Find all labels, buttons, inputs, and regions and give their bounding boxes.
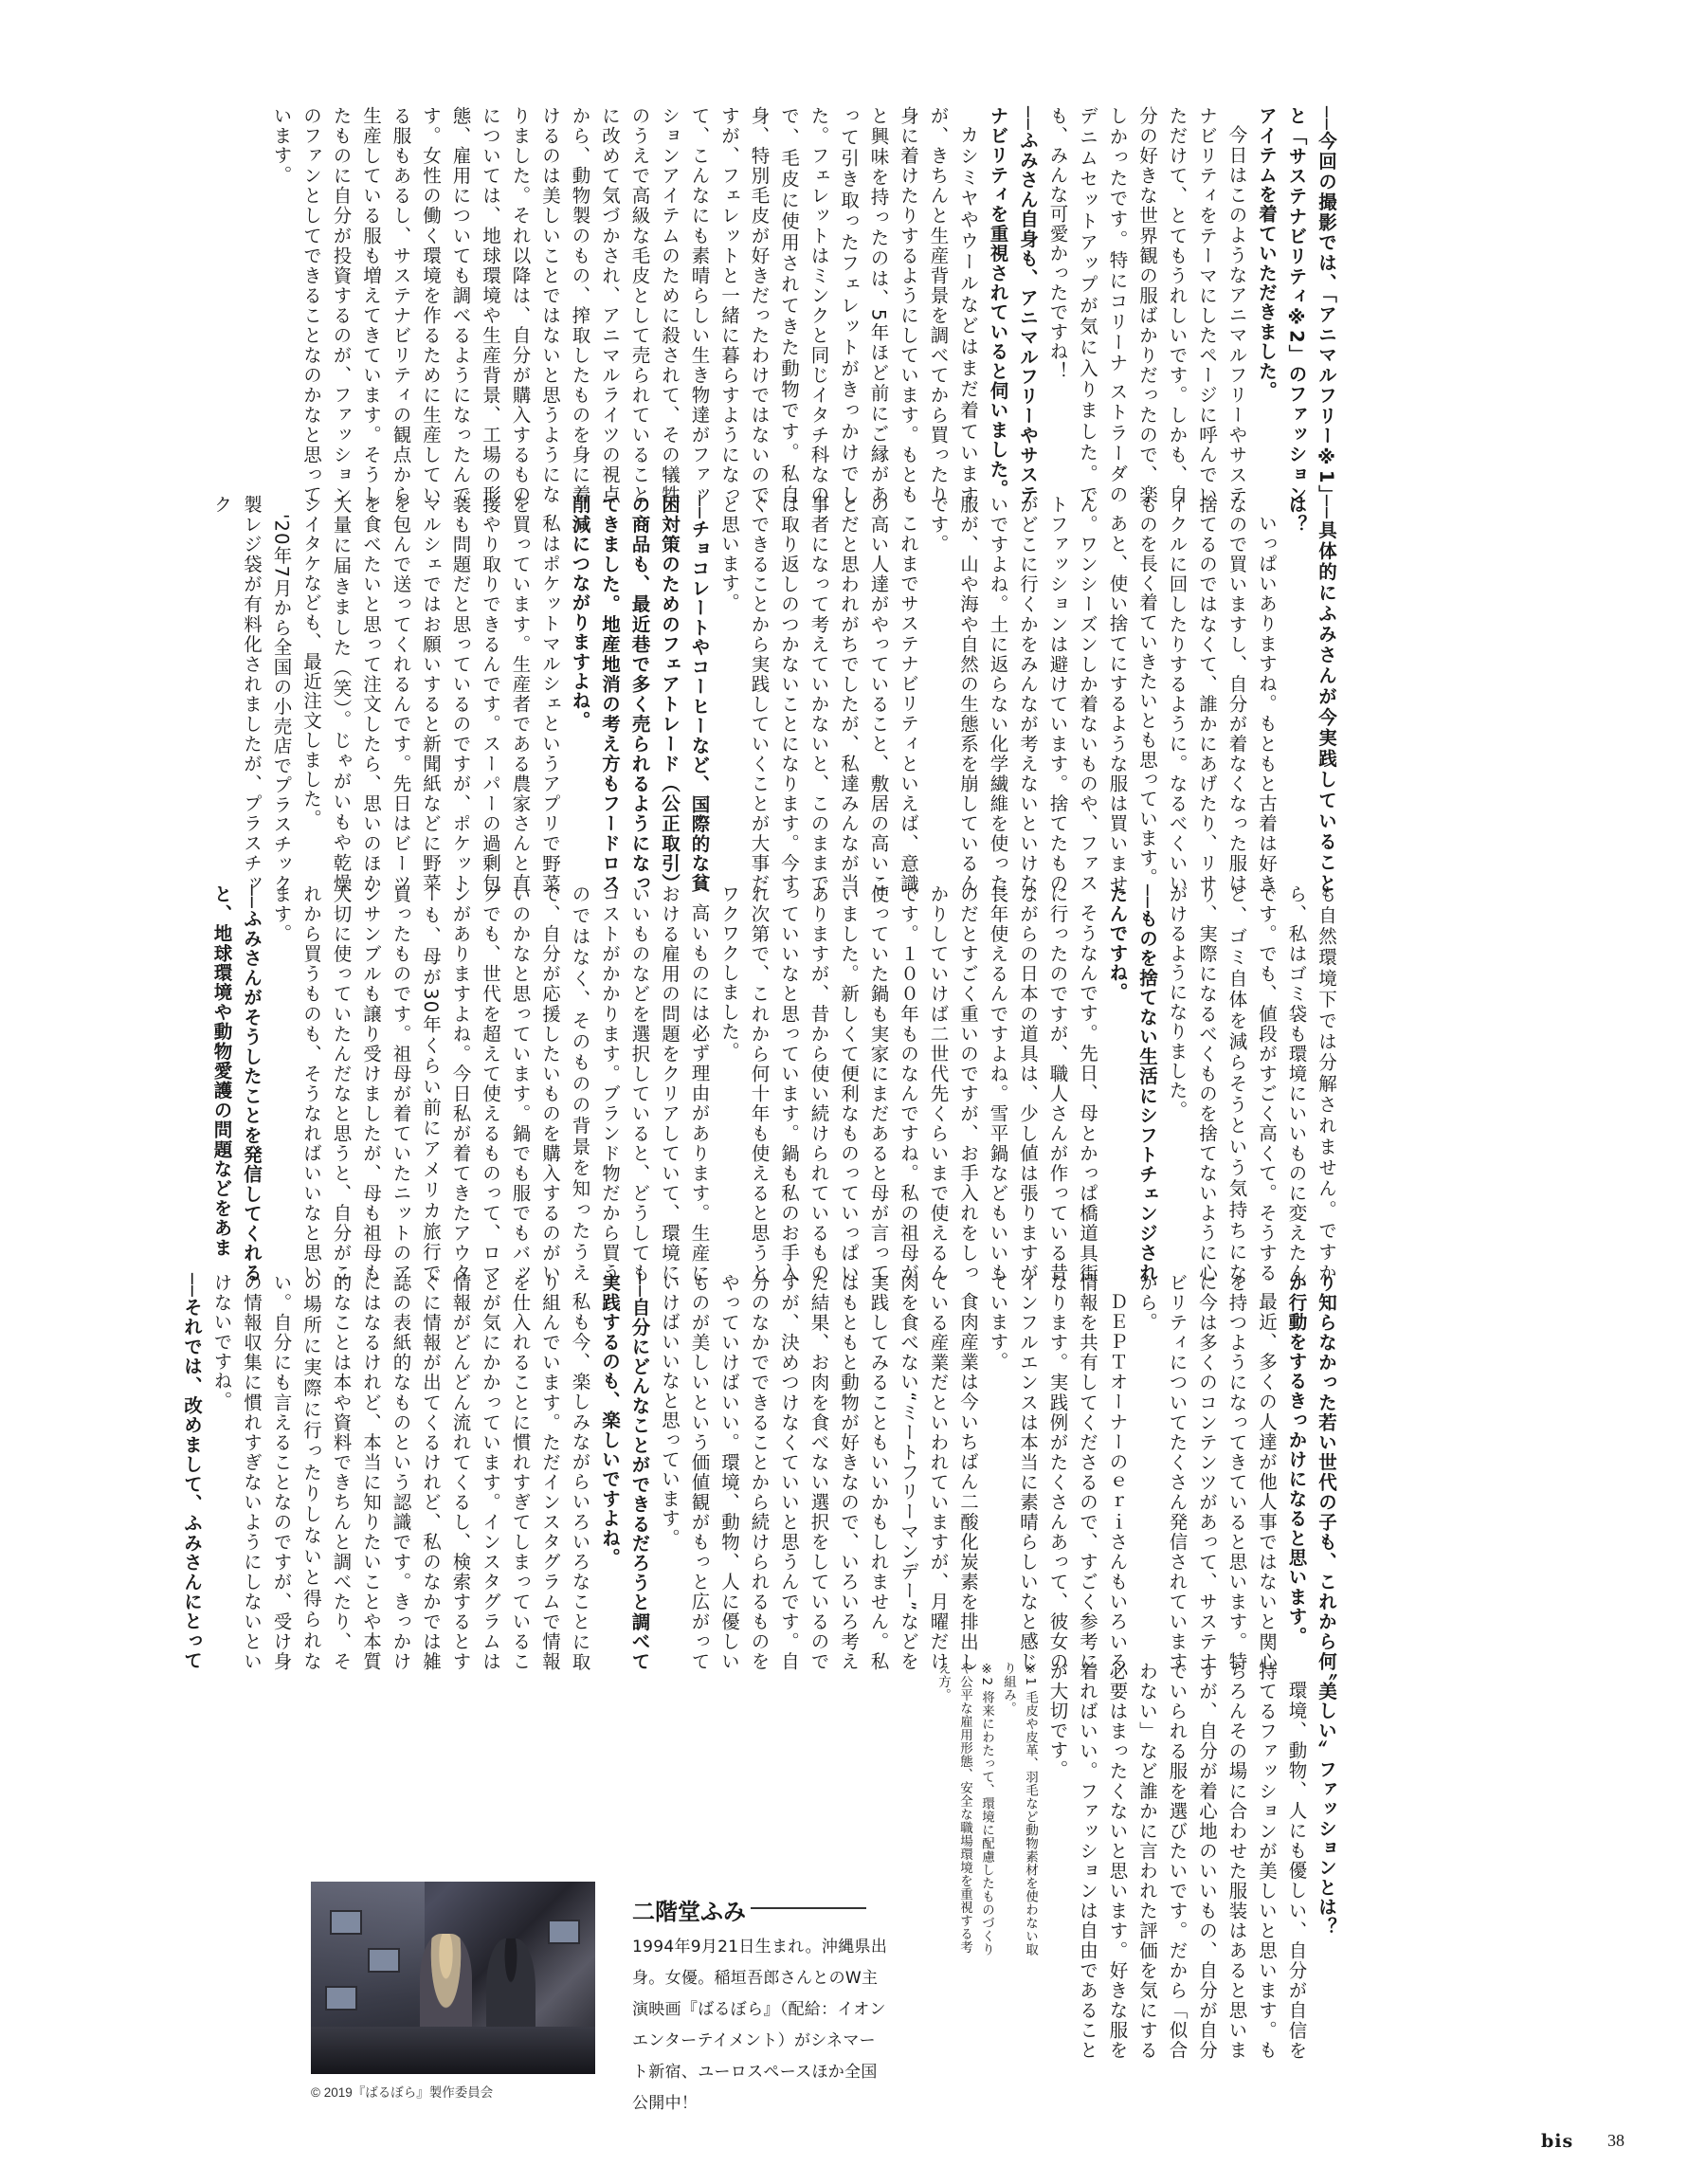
answer-paragraph: 私はポケットマルシェというアプリで野菜を買っています。生産者である農家さんと直接やり取りできるんです。スーパーの過剰包装も問題だと思っているのですが、ポケットマルシェではお願いすると新聞紙などに野菜を包んで送ってくれるんです。先日はビーツを食べたいと思って注文したら、思いのほか大量に届きました（笑）。じゃがいもや乾燥シイタケなども、最近注文しました。 <box>300 495 561 893</box>
article-column-1 <box>270 106 1341 504</box>
profile-name: 二階堂ふみ <box>632 1899 746 1925</box>
answer-paragraph: も自然環境下では分解されません。ですから、私はゴミ袋も環境にいいものに変えたんです。でも、値段がすごく高くて。そうすると、ゴミ自体を減らそうという気持ちになり、実際になるべくものを捨てないように心がけるようになりました。 <box>1166 884 1337 1283</box>
answer-paragraph: 今日はこのようなアニマルフリーやサステナビリティをテーマにしたページに呼んでいただけて、とてもうれしいです。しかも、自分の好きな世界観の服ばかりだったので、楽しかったです。特にコリーナ ストラーダのデニムセットアップが気に入りました。でも、みんな可愛かったですね！ <box>1046 106 1248 504</box>
article-column-4 <box>181 1273 1341 1671</box>
question-paragraph: 〝美しい〟ファッションとは？ <box>1316 1662 1337 1937</box>
question-paragraph: ──自分にどんなことができるだろうと調べて実践するのも、楽しいですよね。 <box>599 1273 651 1671</box>
question-paragraph: り知らなかった若い世代の子も、これから何か行動をするきっかけになると思います。 <box>1285 1273 1337 1671</box>
article-column-3 <box>210 884 1341 1283</box>
page-number: 38 <box>1607 2131 1624 2150</box>
answer-paragraph: カシミヤやウールなどはまだ着ていますが、きちんと生産背景を調べてから買ったり身に着けたりするようにしています。もともと興味を持ったのは、5年ほど前にご縁があって引き取ったフェレットがきっかけでした。フェレットはミンクと同じイタチ科なので、毛皮に使用されてきた動物です。私自身、特別毛皮が好きだったわけではないのですが、フェレットと一緒に暮らすようになって、こんなにも素晴らしい生き物達がファッションアイテムのために殺されて、その犠牲のうえで高級な毛皮として売られていることに改めて気づかされ、アニマルライツの視点から、動物製のもの、搾取したものを身に着けるのは美しいことではないと思うようになりました。それ以降は、自分が購入するものについては、地球環境や生産背景、工場の形態、雇用についても調べるようになったんです。女性の働く環境を作るために生産している服もあるし、サステナビリティの観点から生産している服も増えてきています。そうしたものに自分が投資するのが、ファッションのファンとしてできることなのかなと思っています。 <box>270 106 979 504</box>
answer-paragraph: '20年7月から全国の小売店でプラスチック製レジ袋が有料化されましたが、プラスチック <box>210 495 293 893</box>
answer-paragraph: そうなんです。先日、母とかっぱ橋道具街に行ったのですが、職人さんが作っている昔ながらの日本の道具は、少し値は張りますが長年使えるんですよね。雪平鍋などもいいものだとすごく重いのですが、お手入れをしっかりしていけば二世代先くらいまで使えるんです。１００年ものなんですね。私の祖母が使っていた鍋も実家にまだあると母が言っていました。新しくて便利なものっていっぱいありますが、昔から使い続けられているものっていいなと思っています。鍋も私のお手入れ次第で、これから何十年も使えると思うとワクワクしました。 <box>718 884 1098 1283</box>
footnotes <box>935 1662 1041 1965</box>
article-column-2 <box>210 495 1341 893</box>
answer-paragraph: これまでサステナビリティといえば、意識の高い人達がやっていること、敷居の高いことだと思われがちでしたが、私達みんなが当事者になって考えていかないと、このままでは取り返しのつかないことになります。今すぐできることから実践していくことが大事だと思います。 <box>718 495 919 893</box>
photo-credit: © 2019『ばるぼら』製作委員会 <box>311 2085 494 2100</box>
answer-paragraph: 環境、動物、人にも優しい、自分が自信を持てるファッションが美しいと思います。もちろんその場に合わせた服装はあると思いますが、自分が着心地のいいもの、自分が自分でいられる服を選びたいです。だから「似合わない」など誰かに言われた評価を気にする必要はまったくないと思います。好きな服を着ればいい。ファッションは自由であることが大切です。 <box>1046 1662 1308 2060</box>
question-paragraph: ──ふみさん自身も、アニマルフリーやサステナビリティを重視されていると伺いました。 <box>987 106 1039 504</box>
name-rule <box>751 1907 866 1909</box>
answer-paragraph: 最近、多くの人達が他人事ではないと関心を持つようになってきていると思います。特に今は多くのコンテンツがあって、サステナビリティについてたくさん発信されていますから。 <box>1136 1273 1278 1671</box>
answer-paragraph: いっぱいありますね。もともと古着は好きなので買いますし、自分が着なくなった服は捨てるのではなくて、誰かにあげたり、リサイクルに回したりするように。なるべくいいものを長く着ていきたいとも思っています。 <box>1136 495 1278 893</box>
profile-bio: 1994年9月21日生まれ。沖縄県出身。女優。稲垣吾郎さんとのW主演映画『ばるぼら』（配給：イオンエンターテイメント）がシネマート新宿、ユーロスペースほか全国公開中！ <box>632 1938 888 2113</box>
answer-paragraph: 高いものには必ず理由があります。生産における雇用の問題をクリアしていて、環境にいいものなどを選択していると、どうしてもコストがかかります。ブランド物だから買うのではなく、そのものの背景を知ったうえで、自分が応援したいものを購入するのがいいのかなと思っています。鍋でも服でもバッグでも、世代を超えて使えるものって、ロマンがありますよね。今日私が着てきたアウターも、母が30年くらい前にアメリカ旅行で買ったものです。祖母が着ていたニットのアンサンブルも譲り受けましたが、母も祖母も大切に使っていたんだなと思うと、自分がこれから買うものも、そうなればいいなと思います。 <box>270 884 711 1283</box>
answer-paragraph: あと、使い捨てにするような服は買いません。ワンシーズンしか着ないものや、ファストファッションは避けています。捨てたものがどこに行くかをみんなが考えないといけないですよね。土に返らない化学繊維を使った服が、山や海や自然の生態系を崩しているんです。 <box>927 495 1129 893</box>
answer-paragraph: ＤＥＰＴオーナーのｅｒｉさんもいろいろ情報を共有してくださるので、すごく参考になります。実践例がたくさんあって、彼女のインフルエンスは本当に素晴らしいなと感じています。 <box>987 1273 1129 1671</box>
question-paragraph: ──具体的にふみさんが今実践していることは？ <box>1285 495 1337 893</box>
footnote-1: ※1 毛皮や皮革、羽毛など動物素材を使わない取り組み。 <box>1001 1662 1038 1956</box>
question-paragraph: ──それでは、改めまして、ふみさんにとって <box>181 1273 203 1671</box>
question-paragraph: ──今回の撮影では、「アニマルフリー※1」と「サステナビリティ※2」のファッションアイテムを着ていただきました。 <box>1256 106 1337 504</box>
magazine-logo: bis <box>1541 2131 1574 2152</box>
article-column-5 <box>1043 1662 1341 2060</box>
profile-photo <box>311 1882 595 2074</box>
answer-paragraph: 食肉産業は今いちばん二酸化炭素を排出している産業だといわれていますが、月曜だけ肉を食べない“ミートフリーマンデー”などを実践してみることもいいかもしれません。私はもともと動物が好きなので、いろいろ考えた結果、お肉を食べない選択をしているのですが、決めつけなくていいと思うんです。自分のなかでできることから続けられるものをやっていけばいい。環境、動物、人に優しいものが美しいという価値観がもっと広がっていけばいいなと思っています。 <box>659 1273 979 1671</box>
footnote-2: ※2 将来にわたって、環境に配慮したものづくりや公平な雇用形態、安全な職場環境を重視する考え方。 <box>935 1662 994 1956</box>
question-paragraph: ──ふみさんがそうしたことを発信してくれると、地球環境や動物愛護の問題などをあま <box>210 884 263 1283</box>
answer-paragraph: 私も今、楽しみながらいろいろなことに取り組んでいます。ただインスタグラムで情報を仕入れることに慣れすぎてしまっていることが気にかかっています。インスタグラムは情報がどんどん流れてくるし、検索するとすぐに情報が出てくるけれど、私のなかでは雑誌の表紙的なものという認識です。きっかけにはなるけれど、本当に知りたいことや本質的なことは本や資料できちんと調べたり、その場所に実際に行ったりしないと得られない。自分にも言えることなのですが、受け身の情報収集に慣れすぎないようにしないといけないですね。 <box>210 1273 591 1671</box>
question-paragraph: ──チョコレートやコーヒーなど、国際的な貧困対策のためのフェアトレード（公正取引）の商品も、最近巷で多く売られるようになってきました。地産地消の考え方もフードロス削減につながりますよね。 <box>569 495 711 893</box>
question-paragraph: ──ものを捨てない生活にシフトチェンジされたんですね。 <box>1106 884 1158 1283</box>
